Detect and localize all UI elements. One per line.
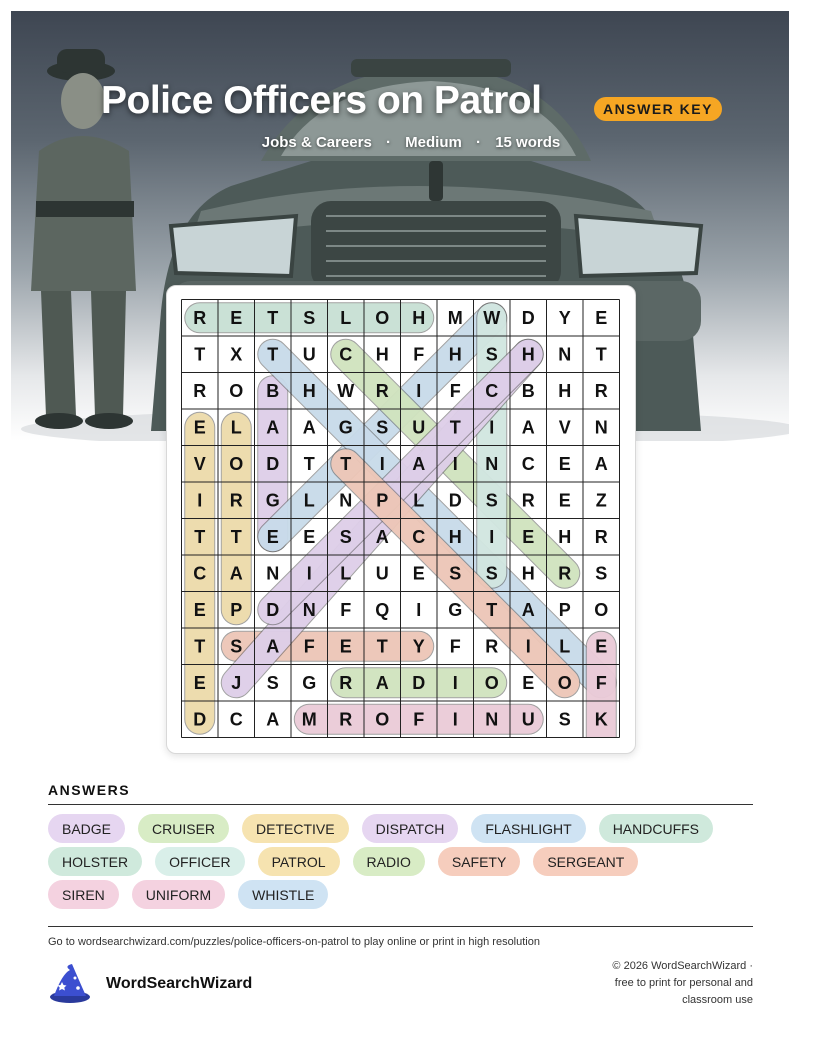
answer-chip-uniform: UNIFORM (132, 880, 225, 909)
grid-letter[interactable]: C (229, 709, 243, 730)
grid-letter[interactable]: H (448, 344, 462, 365)
grid-letter[interactable]: D (448, 490, 462, 511)
grid-letter[interactable]: G (302, 672, 317, 693)
grid-letter[interactable]: W (483, 307, 501, 328)
brand-name: WordSearchWizard (106, 975, 253, 992)
grid-letter[interactable]: F (449, 380, 461, 401)
answers-divider (48, 804, 753, 805)
grid-letter[interactable]: T (194, 344, 206, 365)
grid-letter[interactable]: E (339, 636, 352, 657)
category-label: Jobs & Careers (261, 134, 372, 151)
grid-letter[interactable]: Z (595, 490, 607, 511)
answer-chip-safety: SAFETY (438, 847, 520, 876)
grid-letter[interactable]: O (375, 307, 390, 328)
grid-letter[interactable]: H (558, 526, 572, 547)
grid-letter[interactable]: A (229, 563, 243, 584)
grid-letter[interactable]: M (301, 709, 317, 730)
grid-letter[interactable]: H (375, 344, 389, 365)
meta-separator: · (476, 134, 482, 151)
grid-letter[interactable]: G (338, 417, 353, 438)
grid-letter[interactable]: P (376, 490, 389, 511)
grid-letter[interactable]: E (412, 563, 425, 584)
grid-letter[interactable]: A (594, 453, 608, 474)
grid-letter[interactable]: S (558, 709, 571, 730)
grid-letter[interactable]: S (485, 563, 498, 584)
grid-letter[interactable]: O (557, 672, 572, 693)
grid-letter[interactable]: R (193, 380, 207, 401)
answer-chip-holster: HOLSTER (48, 847, 142, 876)
answer-chip-detective: DETECTIVE (242, 814, 349, 843)
grid-letter[interactable]: U (521, 709, 535, 730)
grid-letter[interactable]: U (302, 344, 316, 365)
grid-letter[interactable]: D (266, 599, 280, 620)
grid-letter[interactable]: Y (412, 636, 425, 657)
grid-letter[interactable]: F (595, 672, 607, 693)
grid-letter[interactable]: X (230, 344, 243, 365)
grid-letter[interactable]: S (266, 672, 279, 693)
grid-letter[interactable]: R (339, 672, 353, 693)
grid-letter[interactable]: M (447, 307, 463, 328)
answer-chip-dispatch: DISPATCH (362, 814, 459, 843)
grid-letter[interactable]: T (230, 526, 242, 547)
word-count-label: 15 words (495, 134, 561, 151)
difficulty-label: Medium (405, 134, 462, 151)
grid-letter[interactable]: I (452, 453, 458, 474)
grid-letter[interactable]: E (193, 672, 206, 693)
grid-letter[interactable]: A (266, 709, 280, 730)
grid-letter[interactable]: A (521, 417, 535, 438)
grid-letter[interactable]: R (375, 380, 389, 401)
answer-chip-radio: RADIO (353, 847, 425, 876)
answer-chip-siren: SIREN (48, 880, 119, 909)
grid-letter[interactable]: H (448, 526, 462, 547)
grid-letter[interactable]: S (485, 490, 498, 511)
grid-letter[interactable]: E (595, 307, 608, 328)
brand[interactable] (48, 964, 252, 1004)
grid-letter[interactable]: E (522, 526, 535, 547)
grid-letter[interactable]: J (231, 672, 242, 693)
grid-letter[interactable]: G (448, 599, 463, 620)
grid-letter[interactable]: I (197, 490, 203, 511)
copyright-line: © 2026 WordSearchWizard · (612, 960, 753, 972)
grid-letter[interactable]: T (449, 417, 461, 438)
grid-svg (181, 299, 620, 738)
grid-letter[interactable]: N (339, 490, 353, 511)
grid-letter[interactable]: O (484, 672, 499, 693)
grid-letter[interactable]: A (375, 672, 389, 693)
grid-letter[interactable]: S (595, 563, 608, 584)
grid-letter[interactable]: I (452, 709, 458, 730)
grid-letter[interactable]: S (230, 636, 243, 657)
grid-letter[interactable]: C (193, 563, 207, 584)
grid-letter[interactable]: K (594, 709, 608, 730)
grid-letter[interactable]: S (485, 344, 498, 365)
grid-letter[interactable]: L (413, 490, 425, 511)
grid-letter[interactable]: H (521, 344, 535, 365)
grid-letter[interactable]: V (558, 417, 571, 438)
copyright-notice (533, 958, 753, 1009)
meta-separator: · (386, 134, 391, 151)
grid-letter[interactable]: R (229, 490, 243, 511)
grid-letter[interactable]: R (339, 709, 353, 730)
grid-letter[interactable]: N (558, 344, 572, 365)
grid-letter[interactable]: T (376, 636, 388, 657)
grid-letter[interactable]: L (340, 307, 352, 328)
grid-letter[interactable]: S (303, 307, 316, 328)
grid-letter[interactable]: L (230, 417, 242, 438)
grid-letter[interactable]: I (416, 380, 422, 401)
grid-letter[interactable]: L (303, 490, 315, 511)
answers-heading: ANSWERS (48, 782, 131, 798)
grid-letter[interactable]: T (486, 599, 498, 620)
page-title: Police Officers on Patrol (101, 79, 542, 122)
grid-letter[interactable]: S (376, 417, 389, 438)
grid-letter[interactable]: C (521, 453, 535, 474)
grid-letter[interactable]: U (412, 417, 426, 438)
grid-letter[interactable]: T (267, 307, 279, 328)
grid-letter[interactable]: T (595, 344, 607, 365)
grid-letter[interactable]: E (595, 636, 608, 657)
answer-chip-row (48, 847, 758, 876)
grid-letter[interactable]: Y (558, 307, 571, 328)
answer-chip-flashlight: FLASHLIGHT (471, 814, 585, 843)
wizard-hat-icon (48, 964, 92, 1004)
answer-chip-cruiser: CRUISER (138, 814, 229, 843)
answer-chip-row (48, 880, 758, 909)
answer-chip-badge: BADGE (48, 814, 125, 843)
grid-letter[interactable]: E (230, 307, 243, 328)
grid-letter[interactable]: B (266, 380, 280, 401)
answer-chip-row (48, 814, 758, 843)
grid-letter[interactable]: F (340, 599, 352, 620)
copyright-line: classroom use (682, 994, 753, 1006)
grid-letter[interactable]: F (413, 709, 425, 730)
grid-letter[interactable]: E (522, 672, 535, 693)
grid-letter[interactable]: F (449, 636, 461, 657)
grid-letter[interactable]: I (306, 563, 312, 584)
grid-letter[interactable]: D (412, 672, 426, 693)
grid-letter[interactable]: O (594, 599, 609, 620)
word-search-grid (181, 299, 620, 738)
grid-letter[interactable]: O (229, 453, 244, 474)
grid-letter[interactable]: N (485, 453, 499, 474)
grid-letter[interactable]: A (302, 417, 316, 438)
grid-letter[interactable]: H (412, 307, 426, 328)
grid-letter[interactable]: T (303, 453, 315, 474)
answer-key-badge: ANSWER KEY (594, 97, 722, 121)
grid-letter[interactable]: P (230, 599, 243, 620)
footer-url-text: Go to wordsearchwizard.com/puzzles/police-officers-on-patrol to play online or print in high resolution (48, 936, 540, 948)
grid-letter[interactable]: E (303, 526, 316, 547)
grid-letter[interactable]: I (489, 526, 495, 547)
answer-chip-handcuffs: HANDCUFFS (599, 814, 713, 843)
grid-letter[interactable]: N (302, 599, 316, 620)
grid-letter[interactable]: A (521, 599, 535, 620)
grid-letter[interactable]: O (229, 380, 244, 401)
grid-letter[interactable]: V (193, 453, 206, 474)
grid-letter[interactable]: R (193, 307, 207, 328)
grid-letter[interactable]: R (485, 636, 499, 657)
grid-letter[interactable]: L (340, 563, 352, 584)
grid-letter[interactable]: A (375, 526, 389, 547)
grid-letter[interactable]: R (558, 563, 572, 584)
grid-letter[interactable]: T (267, 344, 279, 365)
grid-letter[interactable]: T (194, 526, 206, 547)
grid-letter[interactable]: I (416, 599, 422, 620)
grid-letter[interactable]: A (266, 636, 280, 657)
grid-letter[interactable]: E (558, 490, 571, 511)
grid-letter[interactable]: O (375, 709, 390, 730)
grid-letter[interactable]: H (302, 380, 316, 401)
grid-letter[interactable]: A (266, 417, 280, 438)
grid-letter[interactable]: H (521, 563, 535, 584)
grid-letter[interactable]: I (525, 636, 531, 657)
answer-chip-sergeant: SERGEANT (533, 847, 638, 876)
grid-letter[interactable]: G (265, 490, 280, 511)
grid-letter[interactable]: B (521, 380, 535, 401)
answer-chip-whistle: WHISTLE (238, 880, 328, 909)
grid-letter[interactable]: Q (375, 599, 390, 620)
copyright-line: free to print for personal and (614, 977, 753, 989)
grid-letter[interactable]: S (339, 526, 352, 547)
grid-letter[interactable]: S (449, 563, 462, 584)
grid-letter[interactable]: U (375, 563, 389, 584)
grid-letter[interactable]: F (413, 344, 425, 365)
grid-letter[interactable]: D (193, 709, 207, 730)
footer-divider (48, 926, 753, 927)
grid-letter[interactable]: A (412, 453, 426, 474)
grid-letter[interactable]: C (485, 380, 499, 401)
grid-letter[interactable]: C (339, 344, 353, 365)
grid-letter[interactable]: I (489, 417, 495, 438)
grid-letter[interactable]: N (485, 709, 499, 730)
grid-letter[interactable]: N (594, 417, 608, 438)
grid-letter[interactable]: E (558, 453, 571, 474)
grid-letter[interactable]: P (558, 599, 571, 620)
grid-letter[interactable]: H (558, 380, 572, 401)
grid-letter[interactable]: D (266, 453, 280, 474)
grid-letter[interactable]: E (266, 526, 279, 547)
grid-letter[interactable]: E (193, 599, 206, 620)
grid-letter[interactable]: D (521, 307, 535, 328)
grid-letter[interactable]: I (379, 453, 385, 474)
answer-chip-patrol: PATROL (258, 847, 340, 876)
grid-letter[interactable]: W (337, 380, 355, 401)
grid-letter[interactable]: I (452, 672, 458, 693)
grid-letter[interactable]: N (266, 563, 280, 584)
grid-letter[interactable]: R (594, 526, 608, 547)
grid-letter[interactable]: R (594, 380, 608, 401)
puzzle-meta (11, 134, 789, 151)
grid-letter[interactable]: L (559, 636, 571, 657)
grid-letter[interactable]: F (303, 636, 315, 657)
answer-chip-officer: OFFICER (155, 847, 244, 876)
grid-letter[interactable]: E (193, 417, 206, 438)
grid-letter[interactable]: T (194, 636, 206, 657)
grid-letter[interactable]: T (340, 453, 352, 474)
answer-chip-list (48, 814, 758, 913)
grid-letter[interactable]: R (521, 490, 535, 511)
grid-letter[interactable]: C (412, 526, 426, 547)
